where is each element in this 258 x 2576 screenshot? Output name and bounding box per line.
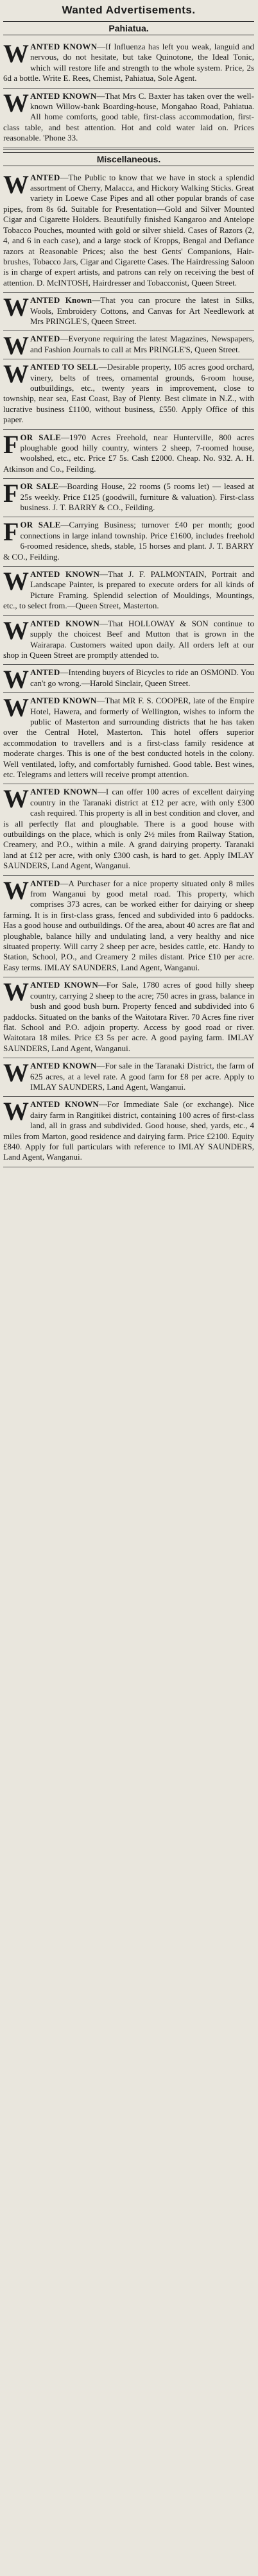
ad-farm-625-acres	[3, 1058, 254, 1097]
ad-magazines	[3, 331, 254, 359]
ad-for-sale-boarding-house	[3, 479, 254, 517]
ad-heading: ANTED KNOWN	[30, 980, 98, 990]
ad-heading: ANTED	[30, 172, 60, 182]
ad-body: —Everyone requiring the latest Magazines, Newspapers, and Fashion Journals to call at Mrs PRINGLE'S, Queen Street.	[30, 334, 254, 354]
ad-body: —Intending buyers of Bicycles to ride an OSMOND. You can't go wrong.—Harold Sinclair, Queen Street.	[30, 667, 254, 688]
section-heading-miscellaneous: Miscellaneous.	[3, 152, 254, 166]
ad-body: —For Immediate Sale (or exchange). Nice dairy farm in Rangitikei district, containing 100 acres of first-class land, all in grass and subdivided. Good house, shed, yards, etc., 4 miles from Marton, good residence and dairying farm. Price £2100. Equity £840. Apply for full particulars with reference to IMLAY SAUNDERS, Land Agent, Wanganui.	[3, 1099, 254, 1162]
ad-body: —That J. F. PALMONTAIN, Portrait and Landscape Painter, is prepared to execute orders for all kinds of Picture Framing. Splendid selection of Mouldings, Mountings, etc., to select from.—Queen Street, Masterton.	[3, 569, 254, 611]
drop-cap: W	[3, 875, 29, 905]
ad-heading: ANTED KNOWN	[30, 787, 98, 797]
ad-heading: ANTED KNOWN	[30, 569, 100, 580]
ad-heading: ANTED Known	[30, 295, 92, 305]
ad-heading: ANTED KNOWN	[30, 42, 98, 51]
drop-cap: W	[3, 169, 29, 199]
ad-heading: ANTED TO SELL	[30, 362, 99, 372]
ad-silks	[3, 293, 254, 331]
ad-tobacconist	[3, 170, 254, 293]
ad-heading: ANTED	[30, 878, 60, 888]
ad-heading: ANTED KNOWN	[30, 618, 99, 628]
ad-for-sale-carrying	[3, 517, 254, 567]
ad-heading: OR SALE	[20, 481, 59, 492]
ad-heading: ANTED	[30, 334, 60, 344]
section-heading-pahiatua: Pahiatua.	[3, 21, 254, 35]
ad-body: —That MR F. S. COOPER, late of the Empire Hotel, Hawera, and formerly of Wellington, wishes to inform the public of Masterton and surrounding districts that he has taken over the Central Hotel, Masterton. This hotel offers superior accommodation to travellers and is a first-class family residence at moderate charges. This is one of the best conducted hotels in the colony. Well ventilated, lofty, and comfortably furnished. Good table. Best wines, etc. Telegrams and letters will receive prompt attention.	[3, 696, 254, 779]
ad-heading: OR SALE	[20, 432, 61, 442]
ad-heading: ANTED	[30, 667, 60, 678]
ad-body: —That you can procure the latest in Silks, Wools, Embroidery Cottons, and Canvas for Art Needlework at Mrs PRINGLE'S, Queen Street.	[30, 295, 254, 326]
ad-body: —A Purchaser for a nice property situated only 8 miles from Wanganui by good metal road. This property, which comprises 373 acres, can be worked either for dairying or sheep farming. It is in first-class grass, fenced and subdivided into 6 paddocks. Has a good house and outbuildings. Of the area, about 40 acres are flat and ploughable, balance hilly and undulating land, a very healthy and nice situated property. Will carry 2 sheep per acre, besides cattle, etc. Handy to Station, School, P.O., and Creamery 2 miles distant. Price £10 per acre. Easy terms. IMLAY SAUNDERS, Land Agent, Wanganui.	[3, 878, 254, 972]
ad-heading: ANTED KNOWN	[30, 1099, 99, 1110]
ad-painter	[3, 567, 254, 616]
drop-cap: F	[3, 517, 19, 547]
ad-body: —For Sale, 1780 acres of good hilly sheep country, carrying 2 sheep to the acre; 750 acres in grass, balance in bush and good bush burn. Property fenced and subdivided into 6 paddocks. Situated on the banks of the Waitotara River. 70 Acres fine river flat. School and P.O. adjoin property. Access by good road or river. Waitotara 18 miles. Price £3 5s per acre. A good paying farm. IMLAY SAUNDERS, Land Agent, Wanganui.	[3, 980, 254, 1053]
ad-body: —Desirable property, 105 acres good orchard, vinery, belts of trees, ornamental grounds, 6-room house, outbuildings, etc., twenty years in improvement, close to township, near sea, East Coast, Bay of Plenty. Best climate in N.Z., with lucrative business £1100, without business, £550. Apply Office of this paper.	[3, 362, 255, 425]
drop-cap: W	[3, 359, 29, 389]
drop-cap: W	[3, 615, 29, 645]
ad-body: —That Mrs C. Baxter has taken over the well-known Willow-bank Boarding-house, Mongahao Road, Pahiatua. All home comforts, good table, first-class accommodation, first-class table, and best attention. Hot and cold water laid on. Prices reasonable. 'Phone 33.	[3, 90, 254, 143]
ad-hotel	[3, 693, 254, 784]
drop-cap: W	[3, 1058, 29, 1088]
ad-body: —Boarding House, 22 rooms (5 rooms let) — leased at 25s weekly. Price £125 (goodwill, furniture & valuation). First-class business. J. T. BARRY & CO., Feilding.	[20, 481, 254, 513]
drop-cap: W	[3, 1097, 29, 1126]
drop-cap: W	[3, 977, 29, 1007]
drop-cap: W	[3, 88, 29, 117]
drop-cap: F	[3, 479, 19, 508]
ad-body: —The Public to know that we have in stock a splendid assortment of Cherry, Malacca, and Hickory Walking Sticks. Great variety in Loewe Case Pipes and all other popular brands of case pipes, from 8s 6d. Suitable for Presentation—Gold and Silver Mounted Cigar and Cigarette Holders. Beautifully finished Kangaroo and Antelope Tobacco Pouches, mounted with gold or silver shield. Cases of Razors (2, 4, and 6 in each case), and a large stock of Kropps, Bengal and Defiance razors at Reasonable Prices; also the best Gents' Companions, Hair-brushes, Tobacco Jars, Cigar and Cigarette Cases. The Hairdressing Saloon is in charge of expert artists, and patrons can rely on receiving the best of attention. D. McINTOSH, Hairdresser and Tobacconist, Queen Street.	[3, 172, 254, 288]
page-banner: Wanted Advertisements.	[62, 4, 196, 16]
drop-cap: W	[3, 331, 29, 361]
drop-cap: W	[3, 293, 29, 322]
drop-cap: W	[3, 567, 29, 596]
ad-sale-1780-acres	[3, 977, 254, 1058]
ad-boarding-house-pahiatua	[3, 89, 254, 150]
ad-bicycles	[3, 665, 254, 693]
ad-immediate-sale	[3, 1097, 254, 1167]
ad-body: —For sale in the Taranaki District, the farm of 625 acres, at a level rate. A good farm for £8 per acre. Apply to IMLAY SAUNDERS, Land Agent, Wanganui.	[30, 1061, 254, 1092]
drop-cap: W	[3, 665, 29, 694]
ad-purchaser-373-acres	[3, 876, 254, 978]
ad-butchers	[3, 616, 254, 665]
ad-property-to-sell	[3, 359, 254, 429]
ad-influenza	[3, 39, 254, 89]
drop-cap: W	[3, 693, 29, 723]
ad-heading: ANTED KNOWN	[30, 696, 97, 706]
ad-dairying-100-acres	[3, 784, 254, 875]
ad-body: —1970 Acres Freehold, near Hunterville, 800 acres ploughable good hilly country, winters 2 sheep, 7-roomed house, woolshed, etc., etc. Price £7 5s. Cash £2000. Cheap. No. 932. A. H. Atkinson and Co., Feilding.	[3, 432, 254, 474]
ad-heading: ANTED KNOWN	[30, 90, 97, 101]
ad-for-sale-1970-acres	[3, 430, 254, 479]
ad-heading: ANTED KNOWN	[30, 1061, 97, 1071]
ad-body: —That HOLLOWAY & SON continue to supply the choicest Beef and Mutton that is grown in the Wairarapa. Customers waited upon daily. All orders left at our shop in Queen Street are promptly attended to.	[3, 618, 254, 660]
drop-cap: F	[3, 429, 19, 459]
ad-body: —I can offer 100 acres of excellent dairying country in the Taranaki district at £12 per acre, with only £300 cash required. This property is all in best condition and clover, and is all perfectly flat and ploughable. There is a good house with outbuildings on the place, which is only 2½ miles from Railway Station, Creamery, and P.O., within a mile. A grand dairying property. Taranaki land at £12 per acre, with only £300 cash, is hard to get. Apply IMLAY SAUNDERS, Land Agent, Wanganui.	[3, 787, 254, 871]
ad-body: —If Influenza has left you weak, languid and nervous, do not hesitate, but take Quinotone, the Ideal Tonic, which will restore life and strength to the whole system. Price, 2s 6d a bottle. Write E. Rees, Chemist, Pahiatua, Sole Agent.	[3, 42, 254, 83]
ad-body: —Carrying Business; turnover £40 per month; good connections in large inland township. Price £1600, includes freehold 6-roomed residence, sheds, stable, 15 horses and plant. J. T. BARRY & CO., Feilding.	[3, 520, 254, 562]
ad-heading: OR SALE	[20, 520, 61, 530]
drop-cap: W	[3, 784, 29, 814]
drop-cap: W	[3, 39, 29, 68]
